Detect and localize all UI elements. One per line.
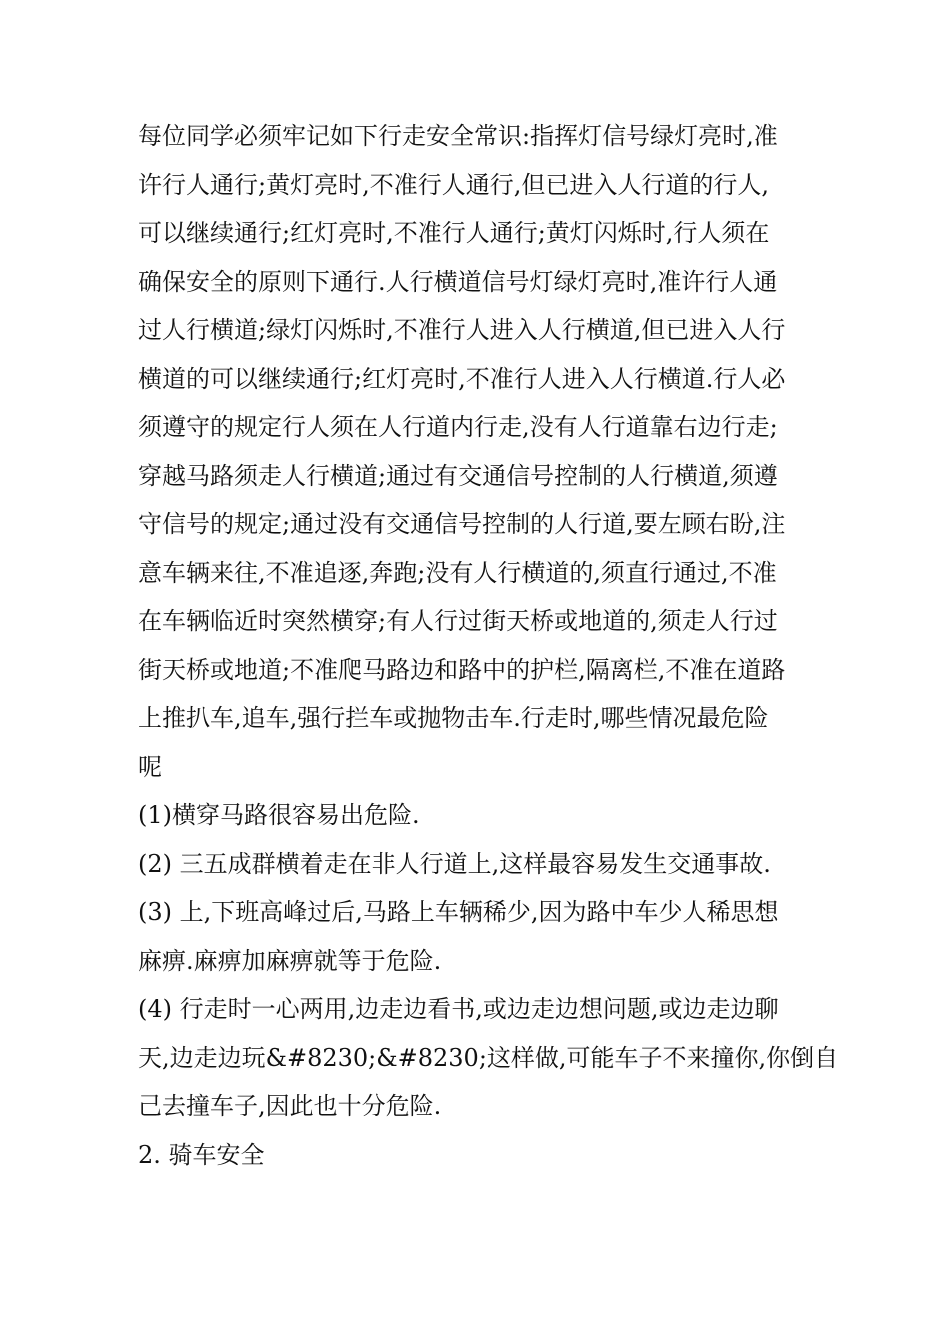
body-text-line: 穿越马路须走人行横道;通过有交通信号控制的人行横道,须遵 [138,461,778,490]
body-text-line: 守信号的规定;通过没有交通信号控制的人行道,要左顾右盼,注 [138,510,786,538]
list-item-2: (2) 三五成群横着走在非人行道上,这样最容易发生交通事故. [138,849,771,878]
body-text-line: 可以继续通行;红灯亮时,不准行人通行;黄灯闪烁时,行人须在 [138,219,770,247]
body-text-line: 许行人通行;黄灯亮时,不准行人通行,但已进入人行道的行人, [138,170,769,199]
body-text-line: 上推扒车,追车,强行拦车或抛物击车.行走时,哪些情况最危险 [138,704,769,732]
list-item-1: (1)横穿马路很容易出危险. [138,801,420,829]
body-text-line: 横道的可以继续通行;红灯亮时,不准行人进入人行横道.行人必 [138,364,786,393]
body-text-line: 在车辆临近时突然横穿;有人行过街天桥或地道的,须走人行过 [138,607,778,635]
body-text-line: 确保安全的原则下通行.人行横道信号灯绿灯亮时,准许行人通 [138,267,778,296]
body-text-line: 呢 [138,752,162,781]
list-item-3: (3) 上,下班高峰过后,马路上车辆稀少,因为路中车少人稀思想 [138,898,779,926]
body-text-line: 过人行横道;绿灯闪烁时,不准行人进入人行横道,但已进入人行 [138,316,786,344]
body-text-line: 须遵守的规定行人须在人行道内行走,没有人行道靠右边行走; [138,413,778,441]
list-item-4-continued: 己去撞车子,因此也十分危险. [138,1092,442,1120]
list-item-3-continued: 麻痹.麻痹加麻痹就等于危险. [138,946,442,975]
body-text-line: 每位同学必须牢记如下行走安全常识:指挥灯信号绿灯亮时,准 [138,122,778,150]
list-item-4: (4) 行走时一心两用,边走边看书,或边走边想问题,或边走边聊 [138,995,779,1023]
document-body [138,112,839,1179]
body-text-line: 街天桥或地道;不准爬马路边和路中的护栏,隔离栏,不准在道路 [138,655,786,684]
section-heading: 2. 骑车安全 [138,1140,265,1169]
list-item-4-continued: 天,边走边玩&#8230;&#8230;这样做,可能车子不来撞你,你倒自 [138,1043,839,1072]
body-text-line: 意车辆来往,不准追逐,奔跑;没有人行横道的,须直行通过,不准 [138,558,777,587]
